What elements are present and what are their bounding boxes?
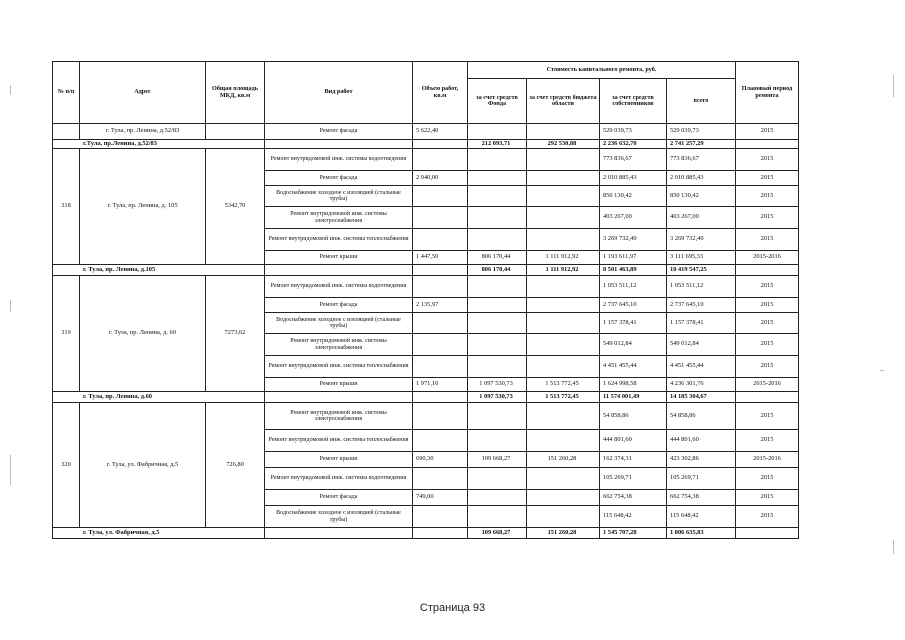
row-area: 7273,62 — [206, 276, 265, 392]
subtotal-row: г.Тула, пр.Ленина, д.52/83 212 093,71 292 530,88 2 236 632,70 2 741 257,29 — [53, 140, 799, 149]
scan-mark — [893, 75, 894, 97]
table-row: Ремонт внутридомовой инж. системы водоотведения 105 269,71 105 269,71 2015 — [53, 468, 799, 490]
subtotal-row: г. Тула, ул. Фабричная, д.5 109 668,27 151 260,28 1 545 707,28 1 806 635,83 — [53, 528, 799, 539]
page-number: Страница 93 — [419, 602, 486, 614]
table-row: Ремонт внутридомовой инж. системы теплоснабжения 4 451 455,44 4 451 455,44 2015 — [53, 356, 799, 378]
header-volume: Объем работ, кв.м — [413, 62, 468, 124]
header-fund: за счет средств Фонда — [468, 79, 527, 124]
table-row: Ремонт фасада 2 940,00 2 010 885,43 2 010 885,43 2015 — [53, 171, 799, 186]
table-row: Ремонт внутридомовой инж. системы электроснабжения 549 012,84 549 012,84 2015 — [53, 334, 799, 356]
table-row: 319 г. Тула, пр. Ленина, д. 60 7273,62 Ремонт внутридомовой инж. системы водоотведения 1 053 511,12 1 053 511,12 2015 — [53, 276, 799, 298]
table-row: Ремонт внутридомовой инж. системы теплоснабжения 444 801,60 444 801,60 2015 — [53, 430, 799, 452]
row-address: г. Тула, ул. Фабричная, д.5 — [80, 403, 206, 528]
table-row: Ремонт внутридомовой инж. системы теплоснабжения 3 269 732,40 3 269 732,40 2015 — [53, 229, 799, 251]
table-row: 320 г. Тула, ул. Фабричная, д.5 726,80 Ремонт внутридомовой инж. системы электроснабжения 54 858,86 54 858,86 2015 — [53, 403, 799, 430]
row-address: г. Тула, пр. Ленина, д. 60 — [80, 276, 206, 392]
row-area: 5342,70 — [206, 149, 265, 265]
header-no: № п/п — [53, 62, 80, 124]
subtotal-row: г. Тула, пр. Ленина, д.60 1 097 530,73 1 513 772,45 11 574 001,49 14 185 304,67 — [53, 392, 799, 403]
scan-mark — [10, 85, 11, 95]
table-row: Ремонт крыши 690,30 109 668,27 151 260,28 162 374,31 423 302,86 2015-2016 — [53, 452, 799, 468]
header-area: Общая площадь МКД, кв.м — [206, 62, 265, 124]
table-row: Ремонт крыши 1 971,10 1 097 530,73 1 513 772,45 1 624 998,58 4 236 301,76 2015-2016 — [53, 378, 799, 392]
subtotal-row: г. Тула, пр. Ленина, д.105 806 170,44 1 111 912,92 8 501 463,89 10 419 547,25 — [53, 265, 799, 276]
row-number: 318 — [53, 149, 80, 265]
header-address: Адрес — [80, 62, 206, 124]
header-work: Вид работ — [265, 62, 413, 124]
table-row: Водоснабжение холодное с изоляцией (стальные трубы) 115 648,42 115 648,42 2015 — [53, 506, 799, 528]
table-row: Водоснабжение холодное с изоляцией (стальные трубы) 850 130,42 850 130,42 2015 — [53, 186, 799, 207]
header-cost: Стоимость капитального ремонта, руб. — [468, 62, 736, 79]
table-row: Ремонт фасада 749,00 662 754,38 662 754,38 2015 — [53, 490, 799, 506]
row-area: 726,80 — [206, 403, 265, 528]
table-row: Ремонт крыши 1 447,50 806 170,44 1 111 912,92 1 193 611,97 3 111 695,33 2015-2016 — [53, 251, 799, 265]
table-row: Ремонт внутридомовой инж. системы электроснабжения 403 267,00 403 267,00 2015 — [53, 207, 799, 229]
scan-mark — [893, 540, 894, 554]
table-row: Водоснабжение холодное с изоляцией (стальные трубы) 1 157 378,41 1 157 378,41 2015 — [53, 313, 799, 334]
row-number: 319 — [53, 276, 80, 392]
header-budget: за счет средств бюджета области — [527, 79, 600, 124]
header-own: за счет средств собственников — [600, 79, 667, 124]
table-row: Ремонт фасада 2 135,97 2 737 645,10 2 737 645,10 2015 — [53, 298, 799, 313]
table-row: 318 г. Тула, пр. Ленина, д. 105 5342,70 Ремонт внутридомовой инж. системы водоотведения 773 836,67 773 836,67 2015 — [53, 149, 799, 171]
header-total: всего — [667, 79, 736, 124]
scan-mark — [10, 455, 11, 485]
scan-mark — [10, 300, 11, 312]
capital-repair-table — [52, 61, 799, 539]
row-number: 320 — [53, 403, 80, 528]
table-row: г. Тула, пр. Ленина, д.52/83 Ремонт фасада 5 622,40 529 039,73 529 039,73 2015 — [53, 124, 799, 140]
header-period: Плановый период ремонта — [736, 62, 799, 124]
row-address: г. Тула, пр. Ленина, д. 105 — [80, 149, 206, 265]
scan-mark — [880, 370, 884, 371]
